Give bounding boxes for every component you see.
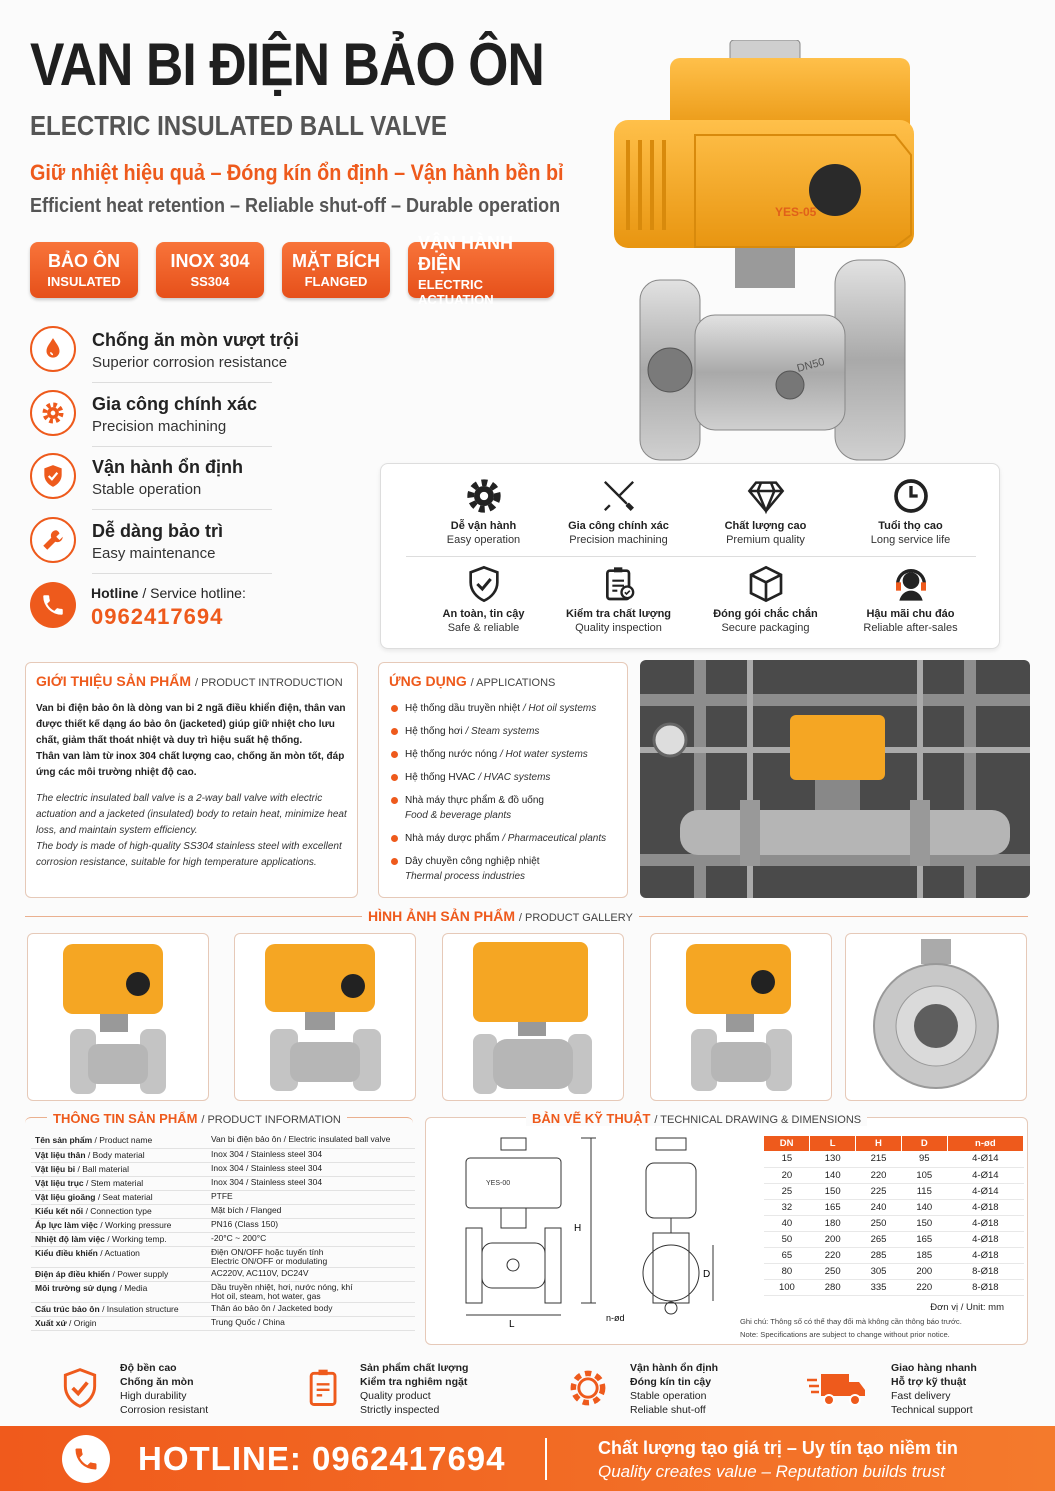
table-row	[31, 1218, 415, 1232]
feature-subtitle: Stable operation	[92, 481, 202, 498]
spec-value: Inox 304 / Stainless steel 304	[207, 1162, 415, 1176]
table-cell: 250	[856, 1215, 902, 1231]
benefit-line: Sản phẩm chất lượng	[360, 1362, 469, 1374]
drop-icon	[30, 326, 76, 372]
spec-key: Vật liệu gioăng / Seat material	[31, 1190, 207, 1204]
gallery-item[interactable]	[845, 933, 1027, 1101]
column-header: H	[856, 1136, 902, 1151]
column-header: DN	[764, 1136, 810, 1151]
benefit-line: Vận hành ổn định	[630, 1362, 719, 1374]
quality-packaging	[693, 564, 838, 634]
dim-nod-label: n-ød	[606, 1313, 625, 1323]
spec-key: Vật liệu trục / Stem material	[31, 1176, 207, 1190]
technical-drawing	[425, 1111, 1028, 1345]
footer-slogan-en: Quality creates value – Reputation builds trust	[598, 1462, 945, 1481]
table-row	[31, 1190, 415, 1204]
badge-label: VẬN HÀNH ĐIỆN	[418, 233, 514, 274]
spec-key: Nhiệt độ làm việc / Working temp.	[31, 1232, 207, 1246]
table-cell: 40	[764, 1215, 810, 1231]
box-icon	[746, 564, 786, 604]
table-row	[764, 1247, 1024, 1263]
note-en: Note: Specifications are subject to change without prior notice.	[740, 1330, 950, 1339]
column-header: L	[810, 1136, 856, 1151]
clipboard-icon	[599, 564, 639, 604]
table-cell: 165	[901, 1231, 947, 1247]
table-cell: 140	[901, 1199, 947, 1215]
benefit-line: Độ bền cao	[120, 1362, 177, 1374]
feature-title: Gia công chính xác	[92, 394, 258, 414]
table-cell: 4-Ø18	[947, 1215, 1023, 1231]
feature-title: Chống ăn mòn vượt trội	[92, 330, 299, 350]
list-item: Hệ thống nước nóng / Hot water systems	[389, 747, 617, 762]
table-cell: 220	[810, 1247, 856, 1263]
gear-icon	[566, 1365, 610, 1411]
benefit-line: Hỗ trợ kỹ thuật	[891, 1376, 967, 1388]
badge-insulated	[30, 242, 138, 298]
applications	[378, 662, 628, 898]
quality-inspection	[546, 564, 691, 634]
table-row	[764, 1263, 1024, 1279]
table-row	[31, 1267, 415, 1281]
gear-icon	[30, 390, 76, 436]
spec-key: Tên sản phẩm / Product name	[31, 1134, 207, 1148]
benefit-line: Stable operation	[630, 1390, 707, 1402]
benefit-line: Corrosion resistant	[120, 1404, 209, 1416]
phone-icon	[30, 582, 76, 628]
gallery-item[interactable]	[650, 933, 832, 1101]
table-cell: 200	[901, 1263, 947, 1279]
feature-subtitle: Precision machining	[92, 418, 227, 435]
table-cell: 105	[901, 1167, 947, 1183]
gallery-item[interactable]	[442, 933, 624, 1101]
dimension-table	[764, 1136, 1024, 1296]
spec-value: Mặt bích / Flanged	[207, 1204, 415, 1218]
table-cell: 8-Ø18	[947, 1263, 1023, 1279]
benefit-line: Kiểm tra nghiêm ngặt	[360, 1376, 468, 1388]
table-cell: 4-Ø18	[947, 1247, 1023, 1263]
list-item: Nhà máy dược phẩm / Pharmaceutical plants	[389, 831, 617, 846]
list-item: Nhà máy thực phẩm & đồ uống Food & beverage plants	[389, 793, 617, 823]
table-row	[764, 1279, 1024, 1295]
feature-subtitle: Superior corrosion resistance	[92, 354, 288, 371]
table-cell: 4-Ø18	[947, 1231, 1023, 1247]
table-cell: 25	[764, 1183, 810, 1199]
quality-title: Chất lượng cao	[724, 520, 807, 532]
quality-after-sales	[838, 564, 983, 634]
quality-safe	[411, 564, 556, 634]
quality-title: Đóng gói chắc chắn	[713, 608, 818, 620]
column-header: D	[901, 1136, 947, 1151]
table-cell: 8-Ø18	[947, 1279, 1023, 1295]
hero-valve-image	[600, 40, 930, 470]
table-row	[764, 1151, 1024, 1167]
product-introduction	[25, 662, 358, 898]
page-title: VAN BI ĐIỆN BẢO ÔN	[30, 31, 544, 98]
table-row	[31, 1134, 415, 1148]
quality-subtitle: Long service life	[870, 534, 951, 546]
table-cell: 250	[810, 1263, 856, 1279]
list-item: Hệ thống HVAC / HVAC systems	[389, 770, 617, 785]
feature-corrosion	[30, 326, 299, 386]
quality-title: Hậu mãi chu đáo	[866, 608, 955, 620]
list-item: Dây chuyền công nghiệp nhiệt Thermal process industries	[389, 854, 617, 884]
table-cell: 225	[856, 1183, 902, 1199]
table-row	[31, 1316, 415, 1330]
diamond-icon	[746, 476, 786, 516]
section-title: ỨNG DỤNG / APPLICATIONS	[389, 673, 556, 689]
table-cell: 305	[856, 1263, 902, 1279]
dim-h-label: H	[574, 1223, 582, 1234]
badge-electric	[408, 233, 554, 307]
benefit-line: Chống ăn mòn	[120, 1376, 194, 1388]
table-cell: 240	[856, 1199, 902, 1215]
footer-bar	[0, 1426, 1055, 1491]
truck-icon	[805, 1367, 869, 1409]
section-title: THÔNG TIN SẢN PHẨM / PRODUCT INFORMATION	[47, 1110, 347, 1126]
intro-paragraph: The electric insulated ball valve is a 2-way ball valve with electric actuation and a jacketed (insulated) body to retain heat, minimize heat loss, and maintain system efficiency.	[36, 793, 347, 836]
table-cell: 100	[764, 1279, 810, 1295]
table-row	[31, 1281, 415, 1302]
table-row	[764, 1231, 1024, 1247]
table-cell: 32	[764, 1199, 810, 1215]
badge-sublabel: SS304	[190, 274, 230, 289]
footer-slogan-vi: Chất lượng tạo giá trị – Uy tín tạo niềm tin	[598, 1438, 958, 1458]
intro-paragraph: Thân van làm từ inox 304 chất lượng cao, chống ăn mòn tốt, đáp ứng các môi trường nhiệt độ cao.	[36, 751, 345, 778]
note-vi: Ghi chú: Thông số có thể thay đổi mà không cần thông báo trước.	[740, 1317, 962, 1326]
table-cell: 4-Ø18	[947, 1199, 1023, 1215]
table-row	[764, 1199, 1024, 1215]
spec-value: Dầu truyền nhiệt, hơi, nước nóng, khí Hot oil, steam, hot water, gas	[207, 1281, 415, 1302]
table-cell: 130	[810, 1151, 856, 1167]
table-cell: 285	[856, 1247, 902, 1263]
column-header: n-ød	[947, 1136, 1023, 1151]
spec-value: Điện ON/OFF hoặc tuyến tính Electric ON/OFF or modulating	[207, 1246, 415, 1267]
quality-title: Kiểm tra chất lượng	[565, 608, 672, 620]
table-cell: 220	[856, 1167, 902, 1183]
quality-title: An toàn, tin cậy	[442, 608, 525, 620]
gallery-item[interactable]	[234, 933, 416, 1101]
spec-key: Xuất xứ / Origin	[31, 1316, 207, 1330]
dim-d-label: D	[703, 1269, 711, 1280]
spec-value: Inox 304 / Stainless steel 304	[207, 1176, 415, 1190]
product-information	[25, 1111, 413, 1345]
feature-subtitle: Easy maintenance	[92, 545, 216, 562]
table-cell: 15	[764, 1151, 810, 1167]
table-cell: 65	[764, 1247, 810, 1263]
industrial-photo	[640, 660, 1030, 898]
table-row	[31, 1232, 415, 1246]
quality-subtitle: Quality inspection	[575, 622, 662, 634]
quality-subtitle: Easy operation	[446, 534, 521, 546]
headset-icon	[891, 564, 931, 604]
spec-value: PN16 (Class 150)	[207, 1218, 415, 1232]
drawing-actuator-label: YES-00	[486, 1180, 511, 1187]
table-cell: 280	[810, 1279, 856, 1295]
spec-value: AC220V, AC110V, DC24V	[207, 1267, 415, 1281]
benefit-line: Đóng kín tin cậy	[630, 1376, 712, 1388]
spec-key: Cấu trúc bảo ôn / Insulation structure	[31, 1302, 207, 1316]
section-title: GIỚI THIỆU SẢN PHẨM / PRODUCT INTRODUCTION	[36, 673, 343, 689]
tagline-vi: Giữ nhiệt hiệu quả – Đóng kín ổn định – Vận hành bền bỉ	[30, 160, 564, 185]
table-row	[31, 1162, 415, 1176]
dim-l-label: L	[509, 1319, 515, 1330]
spec-value: Trung Quốc / China	[207, 1316, 415, 1330]
spec-value: -20°C ~ 200°C	[207, 1232, 415, 1246]
quality-subtitle: Safe & reliable	[447, 622, 520, 634]
quality-subtitle: Premium quality	[726, 534, 805, 546]
table-row	[31, 1246, 415, 1267]
table-row	[764, 1215, 1024, 1231]
actuator-label: YES-05	[775, 205, 817, 219]
hotline-number[interactable]: 0962417694	[91, 604, 224, 629]
quality-subtitle: Precision machining	[569, 534, 668, 546]
intro-paragraph: The body is made of high-quality SS304 stainless steel with excellent corrosion resistance, suitable for high temperature applications.	[36, 841, 342, 868]
quality-grid	[380, 463, 1000, 649]
footer-hotline[interactable]: HOTLINE: 0962417694	[138, 1440, 506, 1477]
spec-key: Kiểu kết nối / Connection type	[31, 1204, 207, 1218]
hotline-label: Hotline / Service hotline:	[91, 585, 246, 601]
benefit-line: Quality product	[360, 1390, 431, 1402]
table-cell: 50	[764, 1231, 810, 1247]
table-cell: 165	[810, 1199, 856, 1215]
tagline-en: Efficient heat retention – Reliable shut-off – Durable operation	[30, 195, 561, 217]
spec-key: Áp lực làm việc / Working pressure	[31, 1218, 207, 1232]
clock-icon	[891, 476, 931, 516]
table-cell: 4-Ø14	[947, 1183, 1023, 1199]
table-cell: 335	[856, 1279, 902, 1295]
table-row	[31, 1148, 415, 1162]
badge-flanged	[282, 242, 390, 298]
table-row	[31, 1204, 415, 1218]
spec-key: Kiểu điều khiển / Actuation	[31, 1246, 207, 1267]
shield-check-icon	[30, 453, 76, 499]
feature-title: Dễ dàng bảo trì	[92, 521, 224, 541]
feature-stable	[30, 453, 275, 513]
section-title: BẢN VẼ KỸ THUẬT / TECHNICAL DRAWING & DIMENSIONS	[526, 1110, 867, 1126]
feature-machining	[30, 390, 275, 450]
shield-check-icon	[58, 1365, 102, 1411]
tools-icon	[599, 476, 639, 516]
badge-label: BẢO ÔN	[48, 251, 120, 271]
spec-key: Vật liệu thân / Body material	[31, 1148, 207, 1162]
spec-key: Điện áp điều khiển / Power supply	[31, 1267, 207, 1281]
body-marking: DN50	[795, 356, 826, 375]
benefit-line: Strictly inspected	[360, 1404, 440, 1416]
badge-inox	[156, 242, 264, 298]
table-cell: 115	[901, 1183, 947, 1199]
badge-sublabel: ELECTRIC ACTUATION	[418, 277, 494, 307]
badge-label: MẶT BÍCH	[292, 251, 380, 271]
table-cell: 265	[856, 1231, 902, 1247]
table-cell: 220	[901, 1279, 947, 1295]
quality-title: Dễ vận hành	[450, 520, 517, 532]
table-cell: 80	[764, 1263, 810, 1279]
spec-table	[31, 1134, 415, 1331]
quality-premium	[693, 476, 838, 546]
page-subtitle: ELECTRIC INSULATED BALL VALVE	[30, 110, 447, 141]
spec-value: Thân áo bảo ôn / Jacketed body	[207, 1302, 415, 1316]
table-cell: 140	[810, 1167, 856, 1183]
shield-check-icon	[464, 564, 504, 604]
clipboard-icon	[302, 1365, 346, 1411]
spec-value: Van bi điện bảo ôn / Electric insulated ball valve	[207, 1134, 415, 1148]
benefit-line: Technical support	[891, 1404, 973, 1416]
table-cell: 95	[901, 1151, 947, 1167]
unit-label: Đơn vị / Unit: mm	[930, 1302, 1004, 1313]
spec-value: PTFE	[207, 1190, 415, 1204]
wrench-icon	[30, 517, 76, 563]
benefit-quality	[302, 1357, 542, 1421]
table-cell: 20	[764, 1167, 810, 1183]
phone-icon	[62, 1435, 110, 1483]
gallery-item[interactable]	[27, 933, 209, 1101]
table-cell: 150	[901, 1215, 947, 1231]
badge-label: INOX 304	[170, 251, 250, 271]
quality-long-life	[838, 476, 983, 546]
quality-precision	[546, 476, 691, 546]
table-cell: 200	[810, 1231, 856, 1247]
table-cell: 185	[901, 1247, 947, 1263]
table-row	[31, 1302, 415, 1316]
badge-sublabel: FLANGED	[304, 274, 368, 289]
spec-key: Vật liệu bi / Ball material	[31, 1162, 207, 1176]
badge-row	[30, 233, 554, 307]
feature-maintenance	[30, 517, 275, 577]
quality-title: Tuổi thọ cao	[878, 520, 943, 532]
table-cell: 215	[856, 1151, 902, 1167]
table-cell: 150	[810, 1183, 856, 1199]
benefit-stable	[566, 1357, 806, 1421]
list-item: Hệ thống hơi / Steam systems	[389, 724, 617, 739]
gallery-title: HÌNH ẢNH SẢN PHẨM / PRODUCT GALLERY	[362, 908, 639, 924]
table-row	[764, 1167, 1024, 1183]
badge-sublabel: INSULATED	[47, 274, 121, 289]
spec-key: Môi trường sử dụng / Media	[31, 1281, 207, 1302]
table-cell: 180	[810, 1215, 856, 1231]
table-cell: 4-Ø14	[947, 1151, 1023, 1167]
benefit-line: Fast delivery	[891, 1390, 951, 1402]
table-row	[31, 1176, 415, 1190]
gear-icon	[464, 476, 504, 516]
table-cell: 4-Ø14	[947, 1167, 1023, 1183]
list-item: Hệ thống dầu truyền nhiệt / Hot oil systems	[389, 701, 617, 716]
benefit-delivery	[805, 1357, 1045, 1421]
benefit-line: Reliable shut-off	[630, 1404, 706, 1416]
dimension-drawing	[441, 1133, 746, 1338]
table-row	[764, 1183, 1024, 1199]
intro-paragraph: Van bi điện bảo ôn là dòng van bi 2 ngã điều khiển điện, thân van được thiết kế dạng áo bảo ôn (jacketed) giúp giữ nhiệt cho lưu chất, giảm thất thoát nhiệt và duy trì hiệu suất hệ thống.	[36, 703, 346, 746]
spec-value: Inox 304 / Stainless steel 304	[207, 1148, 415, 1162]
quality-title: Gia công chính xác	[568, 520, 669, 532]
benefit-line: Giao hàng nhanh	[891, 1362, 977, 1374]
quality-easy-operation	[411, 476, 556, 546]
benefit-line: High durability	[120, 1390, 187, 1402]
quality-subtitle: Reliable after-sales	[863, 622, 958, 634]
quality-subtitle: Secure packaging	[721, 622, 810, 634]
benefit-durability	[58, 1357, 298, 1421]
feature-title: Vận hành ổn định	[92, 457, 243, 477]
